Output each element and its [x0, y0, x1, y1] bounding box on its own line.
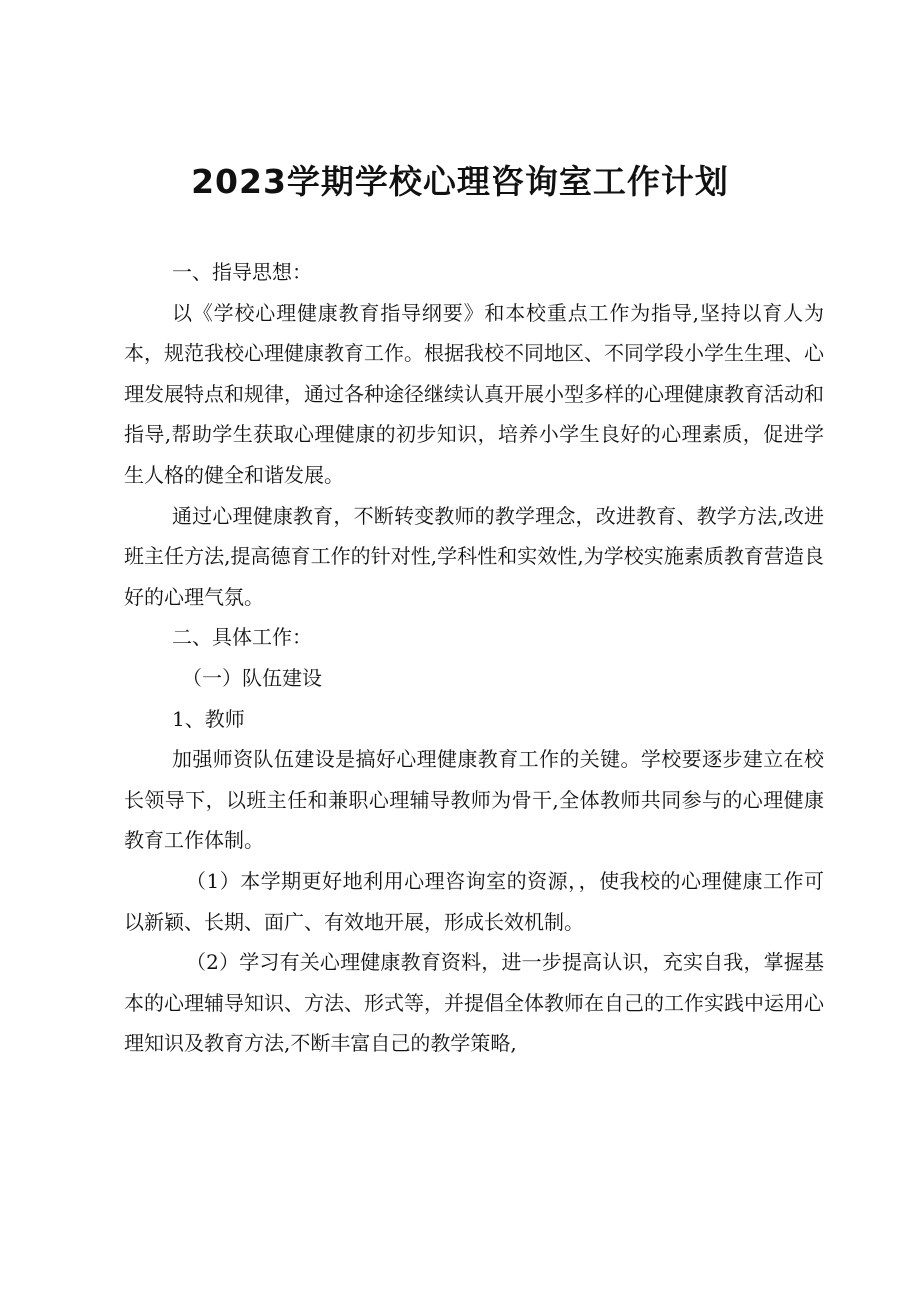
paragraph-teacher-team: 加强师资队伍建设是搞好心理健康教育工作的关键。学校要逐步建立在校长领导下，以班主任和兼职心理辅导教师为骨干,全体教师共同参与的心理健康教育工作体制。 — [124, 747, 824, 853]
paragraph-teacher-concept: 通过心理健康教育，不断转变教师的教学理念，改进教育、教学方法,改进班主任方法,提高德育工作的针对性,学科性和实效性,为学校实施素质教育营造良好的心理气氛。 — [124, 503, 824, 609]
paragraph-guiding-thought: 以《学校心理健康教育指导纲要》和本校重点工作为指导,坚持以育人为本，规范我校心理健康教育工作。根据我校不同地区、不同学段小学生生理、心理发展特点和规律，通过各种途径继续认真开展小型多样的心理健康教育活动和指导,帮助学生获取心理健康的初步知识，培养小学生良好的心理素质，促进学生人格的健全和谐发展。 — [124, 300, 824, 487]
document-body — [124, 252, 824, 1064]
section-heading-specific-work: 二、具体工作： — [172, 625, 312, 650]
item-heading-teachers: 1、教师 — [172, 706, 245, 731]
paragraph-item-2: （2）学习有关心理健康教育资料，进一步提高认识，充实自我，掌握基本的心理辅导知识、方法、形式等，并提倡全体教师在自己的工作实践中运用心理知识及教育方法,不断丰富自己的教学策略, — [124, 950, 824, 1056]
paragraph-item-1: （1）本学期更好地利用心理咨询室的资源，，使我校的心理健康工作可以新颖、长期、面广、有效地开展，形成长效机制。 — [124, 868, 824, 934]
section-heading-guiding-thought: 一、指导思想： — [172, 260, 312, 284]
document-title: 2023学期学校心理咨询室工作计划 — [191, 162, 729, 201]
subsection-heading-team-building: （一）队伍建设 — [182, 665, 322, 690]
